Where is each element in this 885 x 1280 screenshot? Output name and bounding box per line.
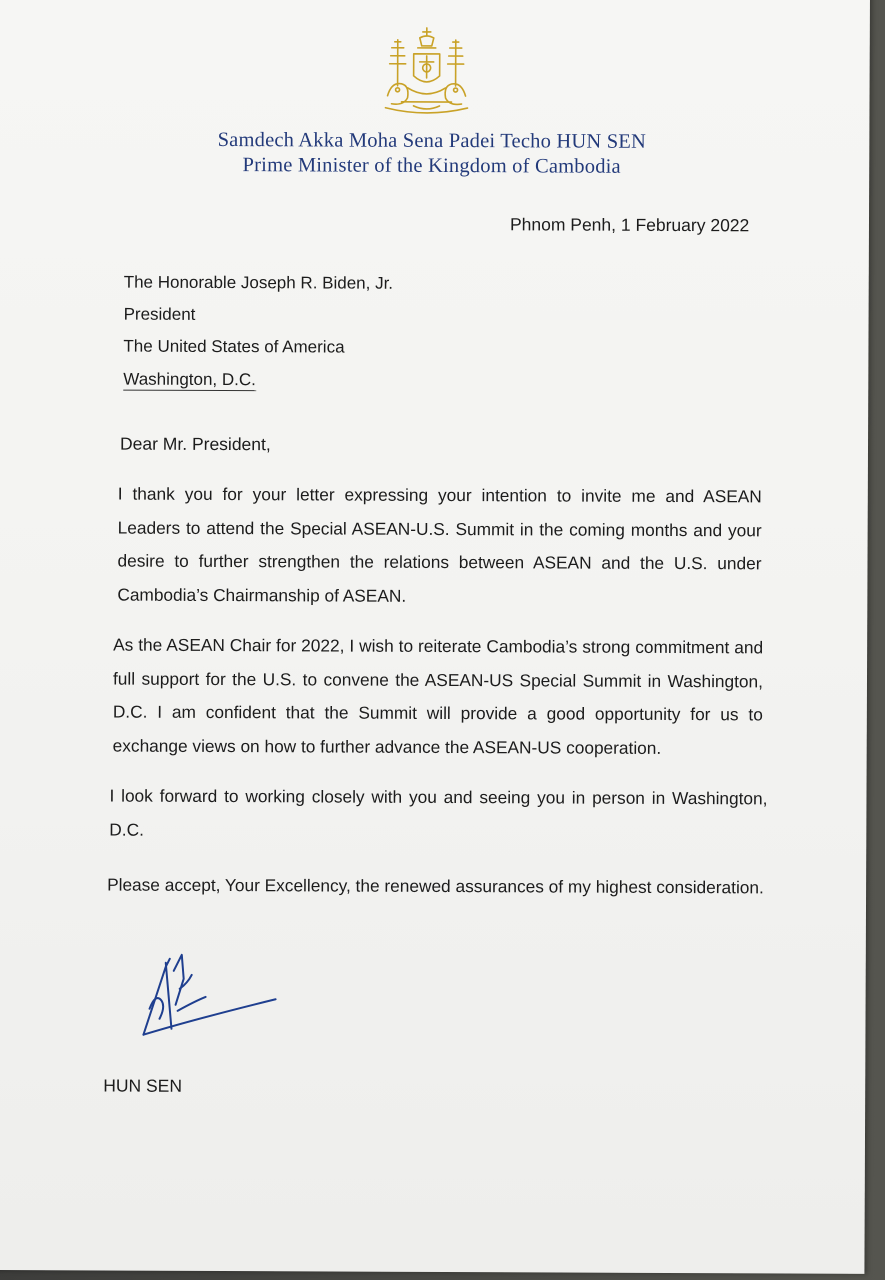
body-paragraph-2: As the ASEAN Chair for 2022, I wish to reiterate Cambodia’s strong commitment and full support for the U.S. to convene the ASEAN-US Special Summit in Washington, D.C. I am confident that the Summit will provide a good opportunity for us to exchange views on how to further advance the ASEAN-US cooperation. [112,634,764,758]
body-paragraph-1: I thank you for your letter expressing your intention to invite me and ASEAN Leaders to attend the Special ASEAN-U.S. Summit in the coming months and your desire to further strengthen the relations between ASEAN and the U.S. under Cambodia’s Chairmanship of ASEAN. [117,483,762,606]
letterhead-title: Prime Minister of the Kingdom of Cambodia [242,154,621,178]
recipient-city [123,370,256,391]
signer-name: HUN SEN [103,1075,183,1096]
closing-paragraph: Please accept, Your Excellency, the renewed assurances of my highest consideration. [107,874,764,898]
body-paragraph-3: I look forward to working closely with you and seeing you in person in Washington, D.C. [109,785,768,840]
letterhead-name: Samdech Akka Moha Sena Padei Techo HUN SEN [217,128,647,153]
date-line: Phnom Penh, 1 February 2022 [509,214,750,236]
royal-crest-icon [377,26,475,118]
recipient-name: The Honorable Joseph R. Biden, Jr. [123,272,394,293]
recipient-title: President [123,304,196,324]
salutation: Dear Mr. President, [119,433,271,455]
recipient-country: The United States of America [123,336,345,357]
signature-icon [135,949,285,1042]
recipient-city-text: Washington, D.C. [123,369,256,390]
